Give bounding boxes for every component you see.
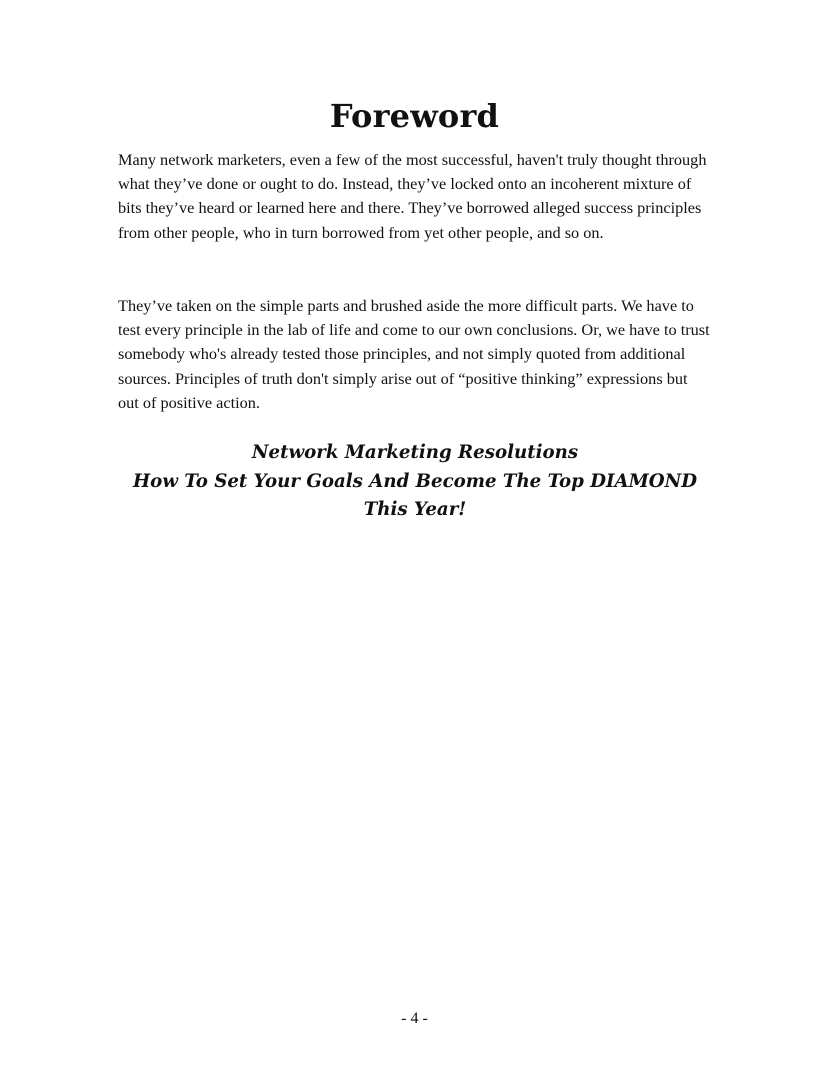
book-title-line-3: This Year! (363, 499, 467, 520)
page-number: - 4 - (401, 1010, 428, 1027)
foreword-paragraph-2: They’ve taken on the simple parts and brushed aside the more difficult parts. We have to test every principle in the lab of life and come to our own conclusions. Or, we have to trust somebody who's already tested those principles, and not simply quoted from additional sources. Principles of truth don't simply arise out of “positive thinking” expressions but out of positive action. (118, 296, 710, 412)
page-title: Foreword (329, 97, 500, 135)
book-title-line-1: Network Marketing Resolutions (251, 442, 579, 463)
foreword-paragraph-1: Many network marketers, even a few of the most successful, haven't truly thought through what they’ve done or ought to do. Instead, they’ve locked onto an incoherent mixture of bits they’ve heard or learned here and there. They’ve borrowed alleged success principles from other people, who in turn borrowed from yet other people, and so on. (118, 150, 707, 242)
book-title-line-2: How To Set Your Goals And Become The Top DIAMOND (133, 470, 697, 492)
book-title-block (118, 439, 712, 525)
